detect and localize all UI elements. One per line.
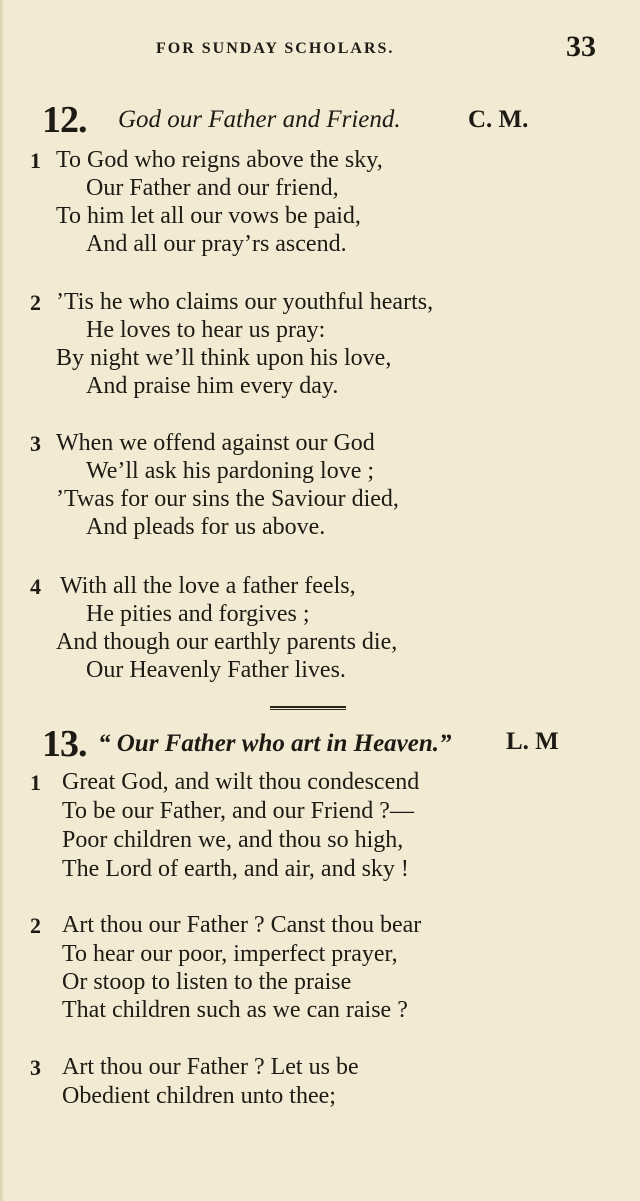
running-head: FOR SUNDAY SCHOLARS. xyxy=(156,40,395,57)
hymn-meter: L. M xyxy=(506,728,559,755)
verse-line: Poor children we, and thou so high, xyxy=(62,827,404,853)
verse-line: Our Heavenly Father lives. xyxy=(86,657,346,683)
verse-line: Art thou our Father ? Let us be xyxy=(62,1054,359,1080)
verse-line: The Lord of earth, and air, and sky ! xyxy=(62,856,409,882)
verse-line: And pleads for us above. xyxy=(86,514,326,540)
verse-number: 3 xyxy=(30,1055,41,1080)
verse-line: To him let all our vows be paid, xyxy=(56,203,361,229)
hymn-title: “ Our Father who art in Heaven.” xyxy=(98,730,452,757)
verse-line: With all the love a father feels, xyxy=(60,573,356,599)
hymn-number: 12. xyxy=(42,99,87,141)
verse-line: And though our earthly parents die, xyxy=(56,629,398,655)
verse-line: Or stoop to listen to the praise xyxy=(62,969,352,995)
verse-number: 1 xyxy=(30,770,41,795)
verse-line: To God who reigns above the sky, xyxy=(56,147,383,173)
verse-line: When we offend against our God xyxy=(56,430,375,456)
verse-line: To be our Father, and our Friend ?— xyxy=(62,798,414,824)
verse-line: Obedient children unto thee; xyxy=(62,1083,336,1109)
hymn-12-heading xyxy=(40,100,600,140)
verse-line: And all our pray’rs ascend. xyxy=(86,231,347,257)
verse-line: To hear our poor, imperfect prayer, xyxy=(62,941,398,967)
verse-line: By night we’ll think upon his love, xyxy=(56,345,392,371)
verse-number: 2 xyxy=(30,290,41,315)
hymn-13-heading xyxy=(40,722,600,765)
hymn-number: 13. xyxy=(42,723,87,765)
verse-line: ’Twas for our sins the Saviour died, xyxy=(56,486,399,512)
verse-line: Our Father and our friend, xyxy=(86,175,339,201)
section-divider xyxy=(270,706,346,710)
verse-number: 2 xyxy=(30,913,41,938)
verse-line: ’Tis he who claims our youthful hearts, xyxy=(56,289,434,315)
verse-line: That children such as we can raise ? xyxy=(62,997,408,1023)
verse-number: 1 xyxy=(30,148,41,173)
verse-line: We’ll ask his pardoning love ; xyxy=(86,458,375,484)
page-edge-shadow xyxy=(0,0,4,1201)
verse-line: He pities and forgives ; xyxy=(86,601,310,627)
verse-line: Great God, and wilt thou condescend xyxy=(62,769,420,795)
hymn-meter: C. M. xyxy=(468,106,529,133)
hymn-title: God our Father and Friend. xyxy=(118,106,401,133)
page-number: 33 xyxy=(566,30,596,63)
verse-line: He loves to hear us pray: xyxy=(86,317,326,343)
verse-number: 3 xyxy=(30,431,41,456)
verse-number: 4 xyxy=(30,574,41,599)
verse-line: And praise him every day. xyxy=(86,373,339,399)
verse-line: Art thou our Father ? Canst thou bear xyxy=(62,912,422,938)
